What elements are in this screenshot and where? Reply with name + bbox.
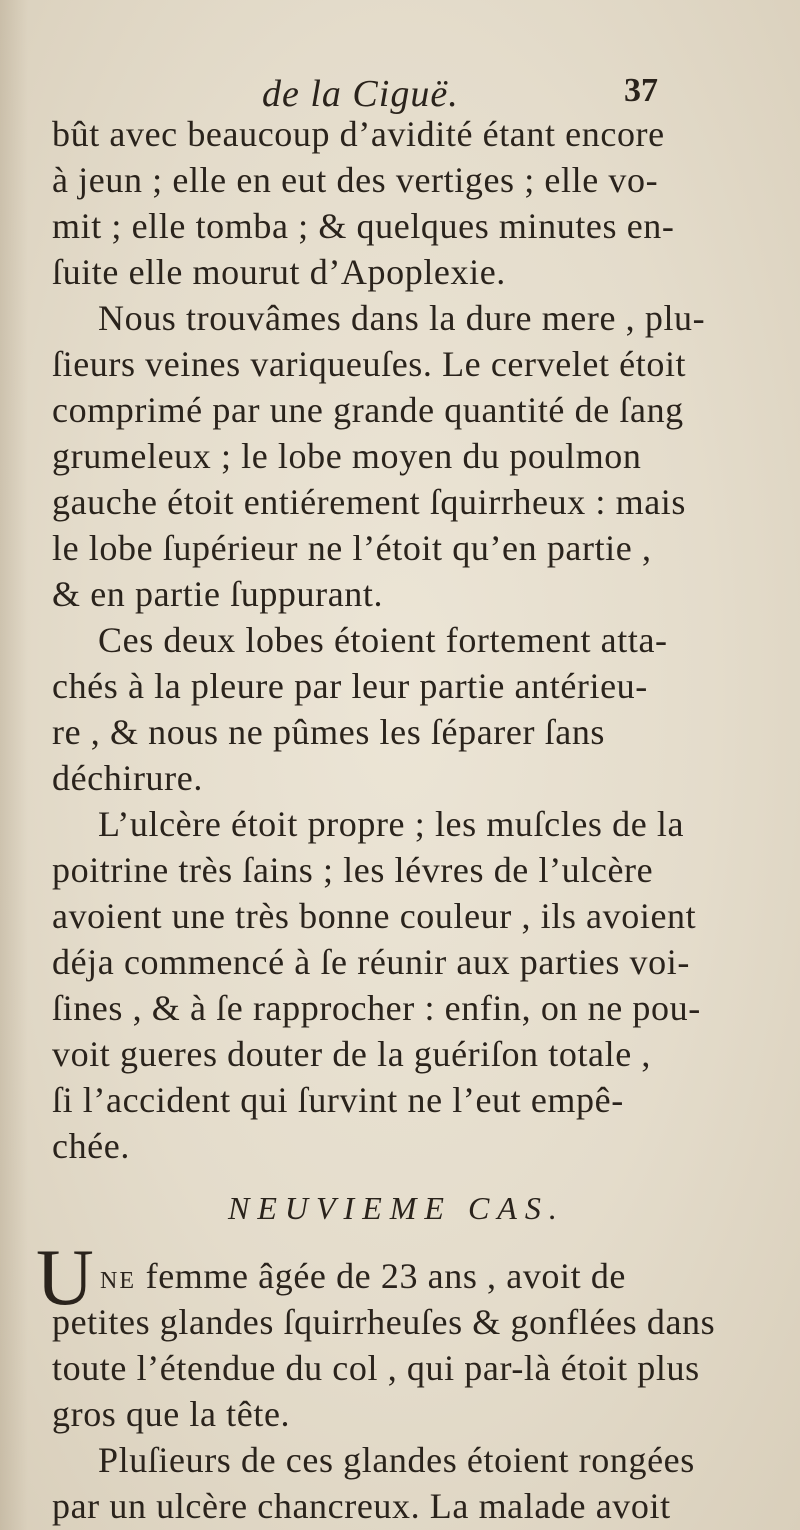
text-line: toute l’étendue du col , qui par-là étoit plus [52, 1348, 700, 1388]
text-line: L’ulcère étoit propre ; les muſcles de la [98, 804, 685, 844]
case-first-line [100, 1254, 626, 1303]
text-line: ſines , & à ſe rapprocher : enfin, on ne pou- [52, 988, 701, 1028]
page-number: 37 [624, 72, 658, 109]
text-line: chés à la pleure par leur partie antérieu- [52, 666, 648, 706]
running-title: de la Ciguë. [262, 73, 459, 115]
text-line: Pluſieurs de ces glandes étoient rongées [98, 1440, 695, 1480]
text-line: bût avec beaucoup d’avidité étant encore [52, 114, 665, 154]
text-line: déja commencé à ſe réunir aux parties voi- [52, 942, 690, 982]
case-first-line-rest: femme âgée de 23 ans , avoit de [136, 1256, 627, 1296]
text-line: ſieurs veines variqueuſes. Le cervelet étoit [52, 344, 687, 384]
binding-shadow [0, 0, 28, 1530]
text-line: Nous trouvâmes dans la dure mere , plu- [98, 298, 706, 338]
text-line: le lobe ſupérieur ne l’étoit qu’en partie , [52, 528, 652, 568]
text-line: gros que la tête. [52, 1394, 291, 1434]
text-line: petites glandes ſquirrheuſes & gonflées dans [52, 1302, 716, 1342]
text-line: re , & nous ne pûmes les ſéparer ſans [52, 712, 606, 752]
text-line: voit gueres douter de la guériſon totale , [52, 1034, 652, 1074]
text-line: à jeun ; elle en eut des vertiges ; elle vo- [52, 160, 659, 200]
text-line: déchirure. [52, 758, 203, 798]
text-line: chée. [52, 1126, 130, 1166]
text-line: avoient une très bonne couleur , ils avoient [52, 896, 697, 936]
drop-cap: U [36, 1234, 94, 1322]
section-title: NEUVIEME CAS. [228, 1190, 565, 1226]
text-line: Ces deux lobes étoient fortement atta- [98, 620, 668, 660]
text-line: mit ; elle tomba ; & quelques minutes en- [52, 206, 675, 246]
text-line: poitrine très ſains ; les lévres de l’ulcère [52, 850, 654, 890]
text-line: grumeleux ; le lobe moyen du poulmon [52, 436, 642, 476]
text-line: & en partie ſuppurant. [52, 574, 384, 614]
text-line: ſuite elle mourut d’Apoplexie. [52, 252, 506, 292]
case-first-line-smallcaps: NE [100, 1268, 136, 1294]
text-line: gauche étoit entiérement ſquirrheux : mais [52, 482, 686, 522]
page-header [0, 72, 800, 115]
text-line: ſi l’accident qui ſurvint ne l’eut empê- [52, 1080, 624, 1120]
text-line: par un ulcère chancreux. La malade avoit [52, 1486, 671, 1526]
text-line: comprimé par une grande quantité de ſang [52, 390, 684, 430]
